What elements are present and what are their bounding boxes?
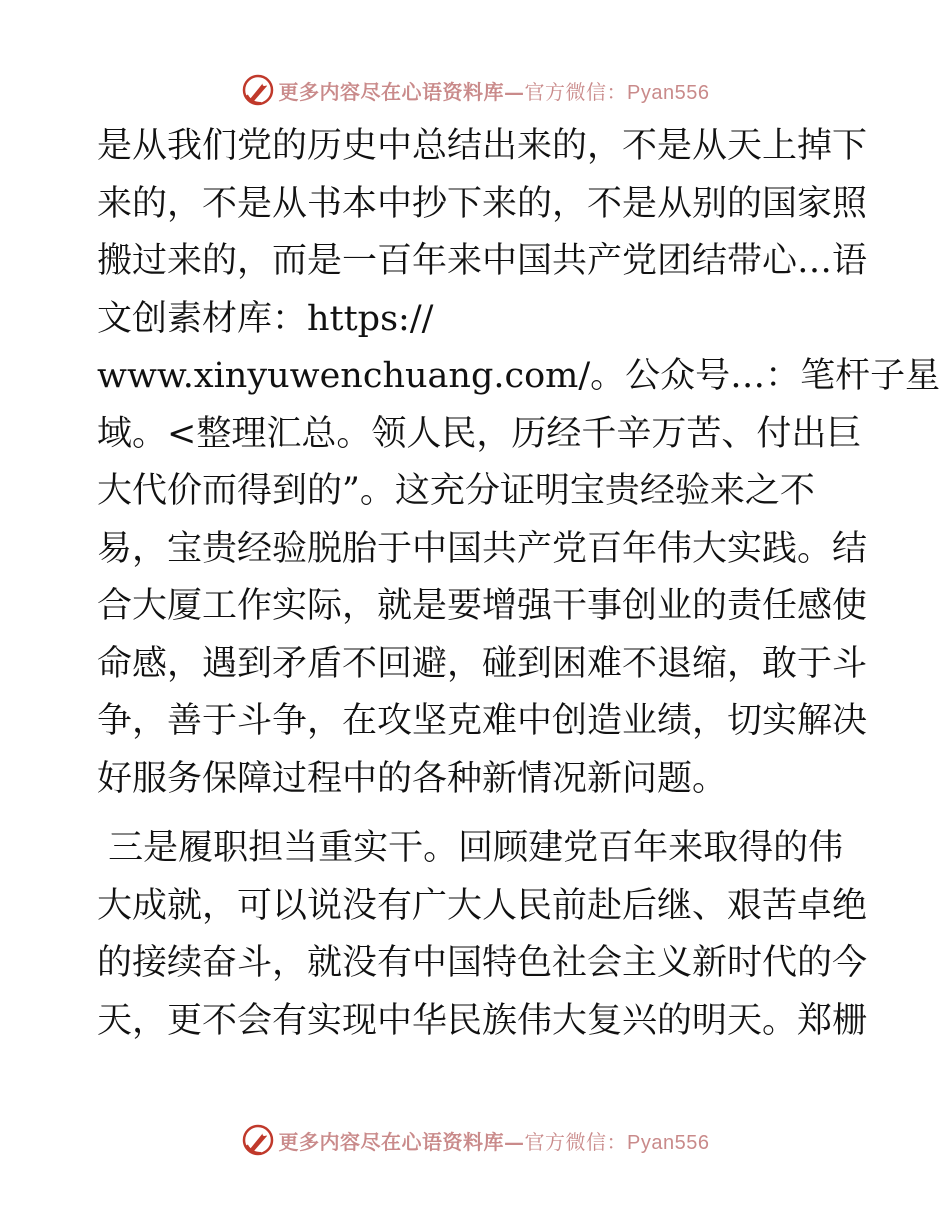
banner-text: [279, 1126, 710, 1155]
text-line: 合大厦工作实际，就是要增强干事创业的责任感使: [97, 586, 868, 626]
pen-nib-logo-icon: [241, 1123, 275, 1157]
text-line: 三是履职担当重实干。回顾建党百年来取得的伟: [97, 828, 844, 868]
banner-contact: 官方微信：Pyan556: [524, 1131, 710, 1154]
banner-text: [279, 76, 710, 105]
banner-title: 更多内容尽在心语资料库: [278, 1129, 505, 1154]
text-line: 的接续奋斗，就没有中国特色社会主义新时代的今: [97, 943, 868, 983]
text-line: 大代价而得到的”。这充分证明宝贵经验来之不: [97, 471, 815, 511]
text-line: www.xinyuwenchuang.com/。公众号…：笔杆子星: [97, 356, 941, 396]
banner-separator: —: [504, 1129, 525, 1154]
banner-separator: —: [504, 79, 525, 104]
footer-banner: [0, 1120, 950, 1160]
paragraph-spacer: [97, 808, 857, 820]
text-line: 大成就，可以说没有广大人民前赴后继、艰苦卓绝: [97, 885, 868, 926]
banner-contact: 官方微信：Pyan556: [524, 81, 710, 104]
text-line: 易，宝贵经验脱胎于中国共产党百年伟大实践。结: [97, 528, 868, 569]
text-line: 争，善于斗争，在攻坚克难中创造业绩，切实解决: [97, 701, 868, 741]
paragraph-2: [97, 820, 868, 1050]
text-line: 域。<整理汇总。领人民，历经千辛万苦、付出巨: [97, 413, 862, 454]
header-banner: [0, 70, 950, 110]
text-line: 好服务保障过程中的各种新情况新问题。: [97, 758, 728, 799]
document-body: [97, 118, 941, 1050]
paragraph-1: [97, 118, 941, 808]
text-line: 来的，不是从书本中抄下来的，不是从别的国家照: [97, 183, 868, 224]
text-line: 文创素材库：https://: [97, 298, 434, 339]
pen-nib-logo-icon: [241, 73, 275, 107]
text-line: 是从我们党的历史中总结出来的，不是从天上掉下: [97, 126, 868, 166]
text-line: 搬过来的，而是一百年来中国共产党团结带心…语: [97, 241, 868, 281]
banner-title: 更多内容尽在心语资料库: [278, 79, 505, 104]
text-line: 命感，遇到矛盾不回避，碰到困难不退缩，敢于斗: [97, 643, 868, 684]
text-line: 天，更不会有实现中华民族伟大复兴的明天。郑栅: [97, 1000, 868, 1041]
